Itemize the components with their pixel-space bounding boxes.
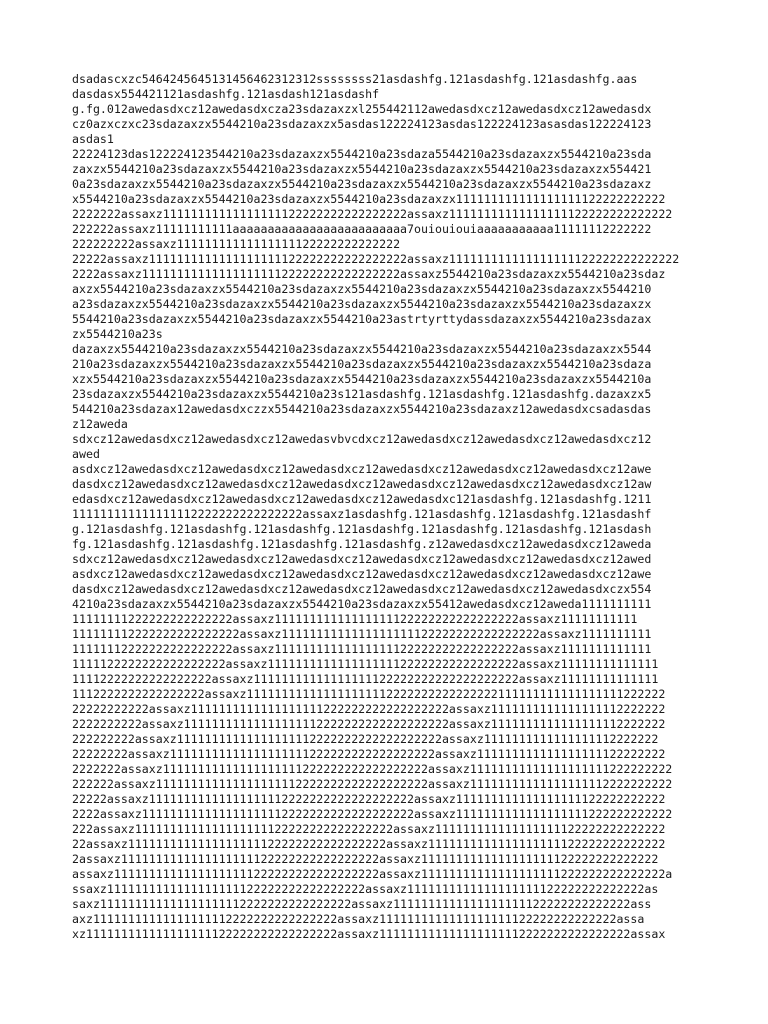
text-line: fg.121asdashfg.121asdashfg.121asdashfg.121asdashfg.z12awedasdxcz12awedasdxcz12aweda — [72, 537, 652, 551]
text-line: 111111112222222222222222assaxz1111111111111111111122222222222222222assaxz1111111111 — [72, 627, 652, 641]
text-line: ssaxz1111111111111111111122222222222222222assaxz1111111111111111111122222222222222as — [72, 882, 659, 896]
text-line: 2222222assaxz11111111111111111111222222222222222222assaxz11111111111111111111222222222 — [72, 762, 673, 776]
text-line: 222222222assaxz11111111111111111122222222222222 — [72, 237, 401, 251]
text-line: dazaxzx5544210a23sdazaxzx5544210a23sdazaxzx5544210a23sdazaxzx5544210a23sdazaxzx5544 — [72, 342, 652, 356]
text-line: g.121asdashfg.121asdashfg.121asdashfg.121asdashfg.121asdashfg.121asdashfg.121asdash — [72, 522, 652, 536]
text-line: 2222assaxz111111111111111111112222222222222222222assaxz1111111111111111111222222222222 — [72, 807, 673, 821]
text-line: saxz111111111111111111112222222222222222assaxz1111111111111111111122222222222222ass — [72, 897, 652, 911]
text-line: asdxcz12awedasdxcz12awedasdxcz12awedasdxcz12awedasdxcz12awedasdxcz12awedasdxcz12awe — [72, 567, 652, 581]
text-line: 2222222222assaxz11111111111111111112222222222222222222assaxz1111111111111111112222222 — [72, 717, 666, 731]
text-line: 11112222222222222222assaxz11111111111111111122222222222222222222assaxz11111111111111 — [72, 672, 659, 686]
text-line: 11111111222222222222222assaxz11111111111111111122222222222222222assaxz11111111111 — [72, 612, 638, 626]
text-line: axzx5544210a23sdazaxzx5544210a23sdazaxzx5544210a23sdazaxzx5544210a23sdazaxzx5544210 — [72, 282, 652, 296]
document-page — [72, 72, 702, 942]
text-line: 0a23sdazaxzx5544210a23sdazaxzx5544210a23sdazaxzx5544210a23sdazaxzx5544210a23sdazaxz — [72, 177, 652, 191]
text-line: 23sdazaxzx5544210a23sdazaxzx5544210a23s121asdashfg.121asdashfg.121asdashfg.dazaxzx5 — [72, 387, 652, 401]
text-line: awed — [72, 447, 100, 461]
text-line: 222assaxz1111111111111111111122222222222222222assaxz111111111111111111122222222222222 — [72, 822, 666, 836]
text-line: zaxzx5544210a23sdazaxzx5544210a23sdazaxzx5544210a23sdazaxzx5544210a23sdazaxzx554421 — [72, 162, 652, 176]
text-line: axz11111111111111111112222222222222222assaxz1111111111111111111122222222222222assa — [72, 912, 645, 926]
text-line: 22222222222assaxz1111111111111111111222222222222222222assaxz1111111111111111112222222 — [72, 702, 666, 716]
text-line: a23sdazaxzx5544210a23sdazaxzx5544210a23sdazaxzx5544210a23sdazaxzx5544210a23sdazaxzx — [72, 297, 652, 311]
text-line: g.fg.012awedasdxcz12awedasdxcza23sdazaxzxl255442112awedasdxcz12awedasdxcz12awedasdx — [72, 102, 652, 116]
text-line: zx5544210a23s — [72, 327, 163, 341]
text-line: sdxcz12awedasdxcz12awedasdxcz12awedasvbvcdxcz12awedasdxcz12awedasdxcz12awedasdxcz12 — [72, 432, 652, 446]
text-line: 222222assaxz111111111111111111112222222222222222222assaxz11111111111111111112222222222 — [72, 777, 673, 791]
text-line: 2assaxz1111111111111111111122222222222222222assaxz1111111111111111111122222222222222 — [72, 852, 659, 866]
text-line: sdxcz12awedasdxcz12awedasdxcz12awedasdxcz12awedasdxcz12awedasdxcz12awedasdxcz12awed — [72, 552, 652, 566]
text-line: assaxz11111111111111111111222222222222222222assaxz11111111111111111111222222222222222a — [72, 867, 673, 881]
text-line: 11111112222222222222222assaxz11111111111111111122222222222222222assaxz1111111111111 — [72, 642, 652, 656]
text-line: 111111111111111112222222222222222assaxz1asdashfg.121asdashfg.121asdashfg.121asdashf — [72, 507, 652, 521]
text-line: 4210a23sdazaxzx5544210a23sdazaxzx5544210a23sdazaxzx55412awedasdxcz12aweda1111111111 — [72, 597, 652, 611]
text-line: 210a23sdazaxzx5544210a23sdazaxzx5544210a23sdazaxzx5544210a23sdazaxzx5544210a23sdaza — [72, 357, 652, 371]
text-line: 22assaxz1111111111111111111122222222222222222assaxz1111111111111111111122222222222222 — [72, 837, 666, 851]
text-line: x5544210a23sdazaxzx5544210a23sdazaxzx5544210a23sdazaxzx111111111111111111122222222222 — [72, 192, 666, 206]
text-line: 1111122222222222222222assaxz111111111111111111122222222222222222assaxz11111111111111 — [72, 657, 659, 671]
text-line: 222222222assaxz11111111111111111112222222222222222222assaxz1111111111111111112222222 — [72, 732, 659, 746]
text-line: 22222assaxz1111111111111111111122222222222222222assaxz111111111111111111122222222222222 — [72, 252, 680, 266]
text-line: 22222222assaxz11111111111111111111222222222222222222assaxz111111111111111111122222222 — [72, 747, 666, 761]
text-line: 22224123das122224123544210a23sdazaxzx5544210a23sdaza5544210a23sdazaxzx5544210a23sda — [72, 147, 652, 161]
text-line: dasdxcz12awedasdxcz12awedasdxcz12awedasdxcz12awedasdxcz12awedasdxcz12awedasdxczx554 — [72, 582, 652, 596]
text-line: dasdxcz12awedasdxcz12awedasdxcz12awedasdxcz12awedasdxcz12awedasdxcz12awedasdxcz12aw — [72, 477, 652, 491]
text-line: edasdxcz12awedasdxcz12awedasdxcz12awedasdxcz12awedasdxc121asdashfg.121asdashfg.1211 — [72, 492, 652, 506]
text-line: dasdasx554421121asdashfg.121asdash121asdashf — [72, 87, 380, 101]
text-line: 22222assaxz11111111111111111112222222222222222222assaxz111111111111111111122222222222 — [72, 792, 666, 806]
text-line: 2222222assaxz11111111111111111122222222222222222assaxz11111111111111111122222222222222 — [72, 207, 673, 221]
text-line: dsadascxzc5464245645131456462312312ssssssss21asdashfg.121asdashfg.121asdashfg.aas — [72, 72, 638, 86]
text-line: 222222assaxz11111111111aaaaaaaaaaaaaaaaaaaaaaaaa7ouiouiouiaaaaaaaaaaa11111112222222 — [72, 222, 652, 236]
text-line: z12aweda — [72, 417, 128, 431]
text-line: 544210a23sdazax12awedasdxczzx5544210a23sdazaxzx5544210a23sdazaxz12awedasdxcsadasdas — [72, 402, 652, 416]
text-line: 1112222222222222222assaxz111111111111111111112222222222222222111111111111111111222222 — [72, 687, 666, 701]
text-line: xzx5544210a23sdazaxzx5544210a23sdazaxzx5544210a23sdazaxzx5544210a23sdazaxzx5544210a — [72, 372, 652, 386]
text-line: cz0azxczxc23sdazaxzx5544210a23sdazaxzx5asdas122224123asdas122224123asasdas122224123 — [72, 117, 652, 131]
text-line: asdxcz12awedasdxcz12awedasdxcz12awedasdxcz12awedasdxcz12awedasdxcz12awedasdxcz12awe — [72, 462, 652, 476]
text-line: asdas1 — [72, 132, 114, 146]
text-line: 5544210a23sdazaxzx5544210a23sdazaxzx5544210a23astrtyrttydassdazaxzx5544210a23sdazax — [72, 312, 652, 326]
text-line: xz111111111111111111122222222222222222assaxz111111111111111111112222222222222222assax — [72, 927, 666, 941]
text-line: 2222assaxz1111111111111111111122222222222222222assaxz5544210a23sdazaxzx5544210a23sdaz — [72, 267, 666, 281]
